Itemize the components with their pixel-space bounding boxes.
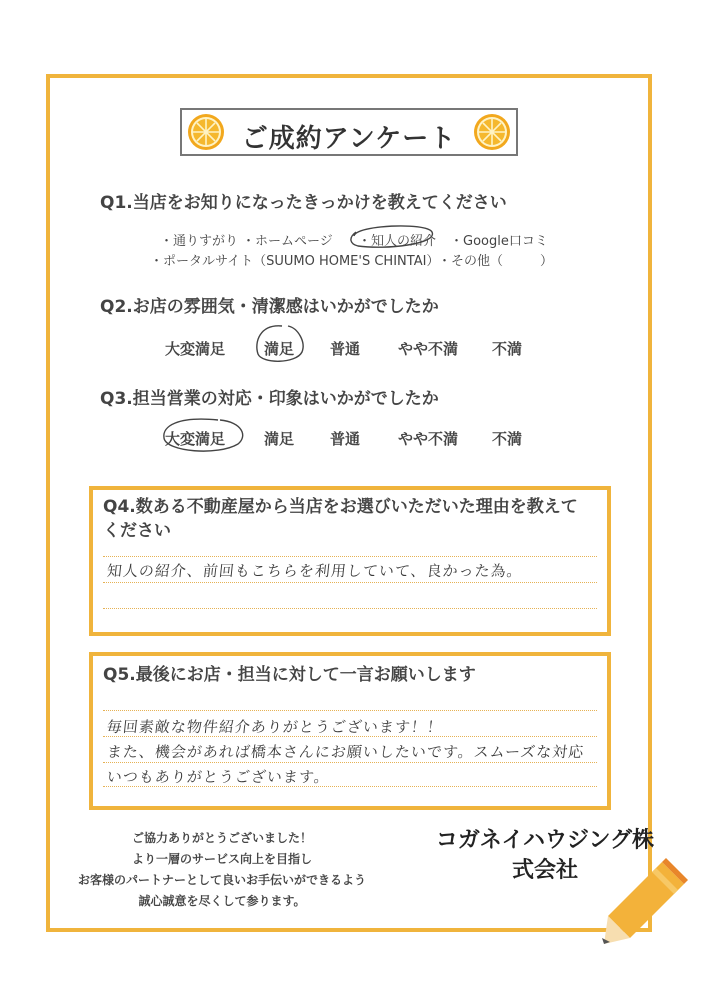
q3-option-very-satisfied: 大変満足: [165, 430, 226, 448]
footer-line: ご協力ありがとうございました！: [131, 831, 312, 845]
q2-option-very-satisfied: 大変満足: [165, 340, 226, 358]
q1-option-other-close: ）: [540, 254, 554, 269]
q2-option-neutral: 普通: [330, 340, 361, 358]
q4-question-line1: Q4.数ある不動産屋から当店をお選びいただいた理由を教えて: [103, 497, 578, 517]
q5-answer-line: いつもありがとうございます。: [106, 768, 331, 786]
q5-answer-line: 毎回素敵な物件紹介ありがとうございます！！: [106, 718, 444, 736]
orange-slice-icon: [186, 112, 226, 152]
footer-line: より一層のサービス向上を目指し: [131, 852, 312, 866]
q2-option-satisfied: 満足: [264, 340, 295, 358]
footer-message: [60, 828, 384, 912]
q5-box: [89, 652, 611, 810]
footer-line: お客様のパートナーとして良いお手伝いができるよう: [77, 873, 366, 887]
q1-option-other: ・その他（: [438, 254, 504, 269]
q3-option-dissatisfied: 不満: [492, 430, 523, 448]
orange-slice-icon: [472, 112, 512, 152]
q2-option-dissatisfied: 不満: [492, 340, 523, 358]
ruled-line: [103, 762, 597, 763]
q4-answer: 知人の紹介、前回もこちらを利用していて、良かった為。: [106, 562, 524, 580]
hand-circle-mark: [346, 222, 438, 252]
q1-question: Q1.当店をお知りになったきっかけを教えてください: [100, 193, 507, 213]
ruled-line: [103, 710, 597, 711]
ruled-line: [103, 608, 597, 609]
q1-option-homepage: ・ホームページ: [242, 234, 333, 249]
ruled-line: [103, 556, 597, 557]
company-name-line2: 式会社: [511, 858, 578, 883]
hand-circle-mark: [158, 414, 248, 458]
q2-question: Q2.お店の雰囲気・清潔感はいかがでしたか: [100, 297, 439, 317]
q3-option-slightly-dissatisfied: やや不満: [398, 430, 459, 448]
q3-question: Q3.担当営業の対応・印象はいかがでしたか: [100, 389, 439, 409]
page-title: ご成約アンケート: [241, 124, 457, 154]
ruled-line: [103, 582, 597, 583]
q5-answer-line: また、機会があれば橋本さんにお願いしたいです。スムーズな対応: [106, 743, 586, 761]
footer-line: 誠心誠意を尽くして参ります。: [138, 894, 306, 908]
q1-option-google: ・Google口コミ: [450, 234, 548, 249]
q4-box: [89, 486, 611, 636]
pencil-icon: [600, 858, 690, 948]
company-name-line1: コガネイハウジング株: [435, 828, 655, 853]
q3-option-neutral: 普通: [330, 430, 361, 448]
hand-circle-mark: [252, 322, 308, 366]
q3-option-satisfied: 満足: [264, 430, 295, 448]
title-box: [180, 108, 518, 156]
q2-option-slightly-dissatisfied: やや不満: [398, 340, 459, 358]
q1-option-walk-by: ・通りすがり: [160, 234, 239, 249]
q1-option-acquaintance: ・知人の紹介: [358, 234, 437, 249]
q4-question-line2: ください: [103, 521, 171, 541]
q1-option-portal: ・ポータルサイト（SUUMO HOME'S CHINTAI）: [150, 254, 440, 269]
q5-question: Q5.最後にお店・担当に対して一言お願いします: [103, 665, 476, 685]
